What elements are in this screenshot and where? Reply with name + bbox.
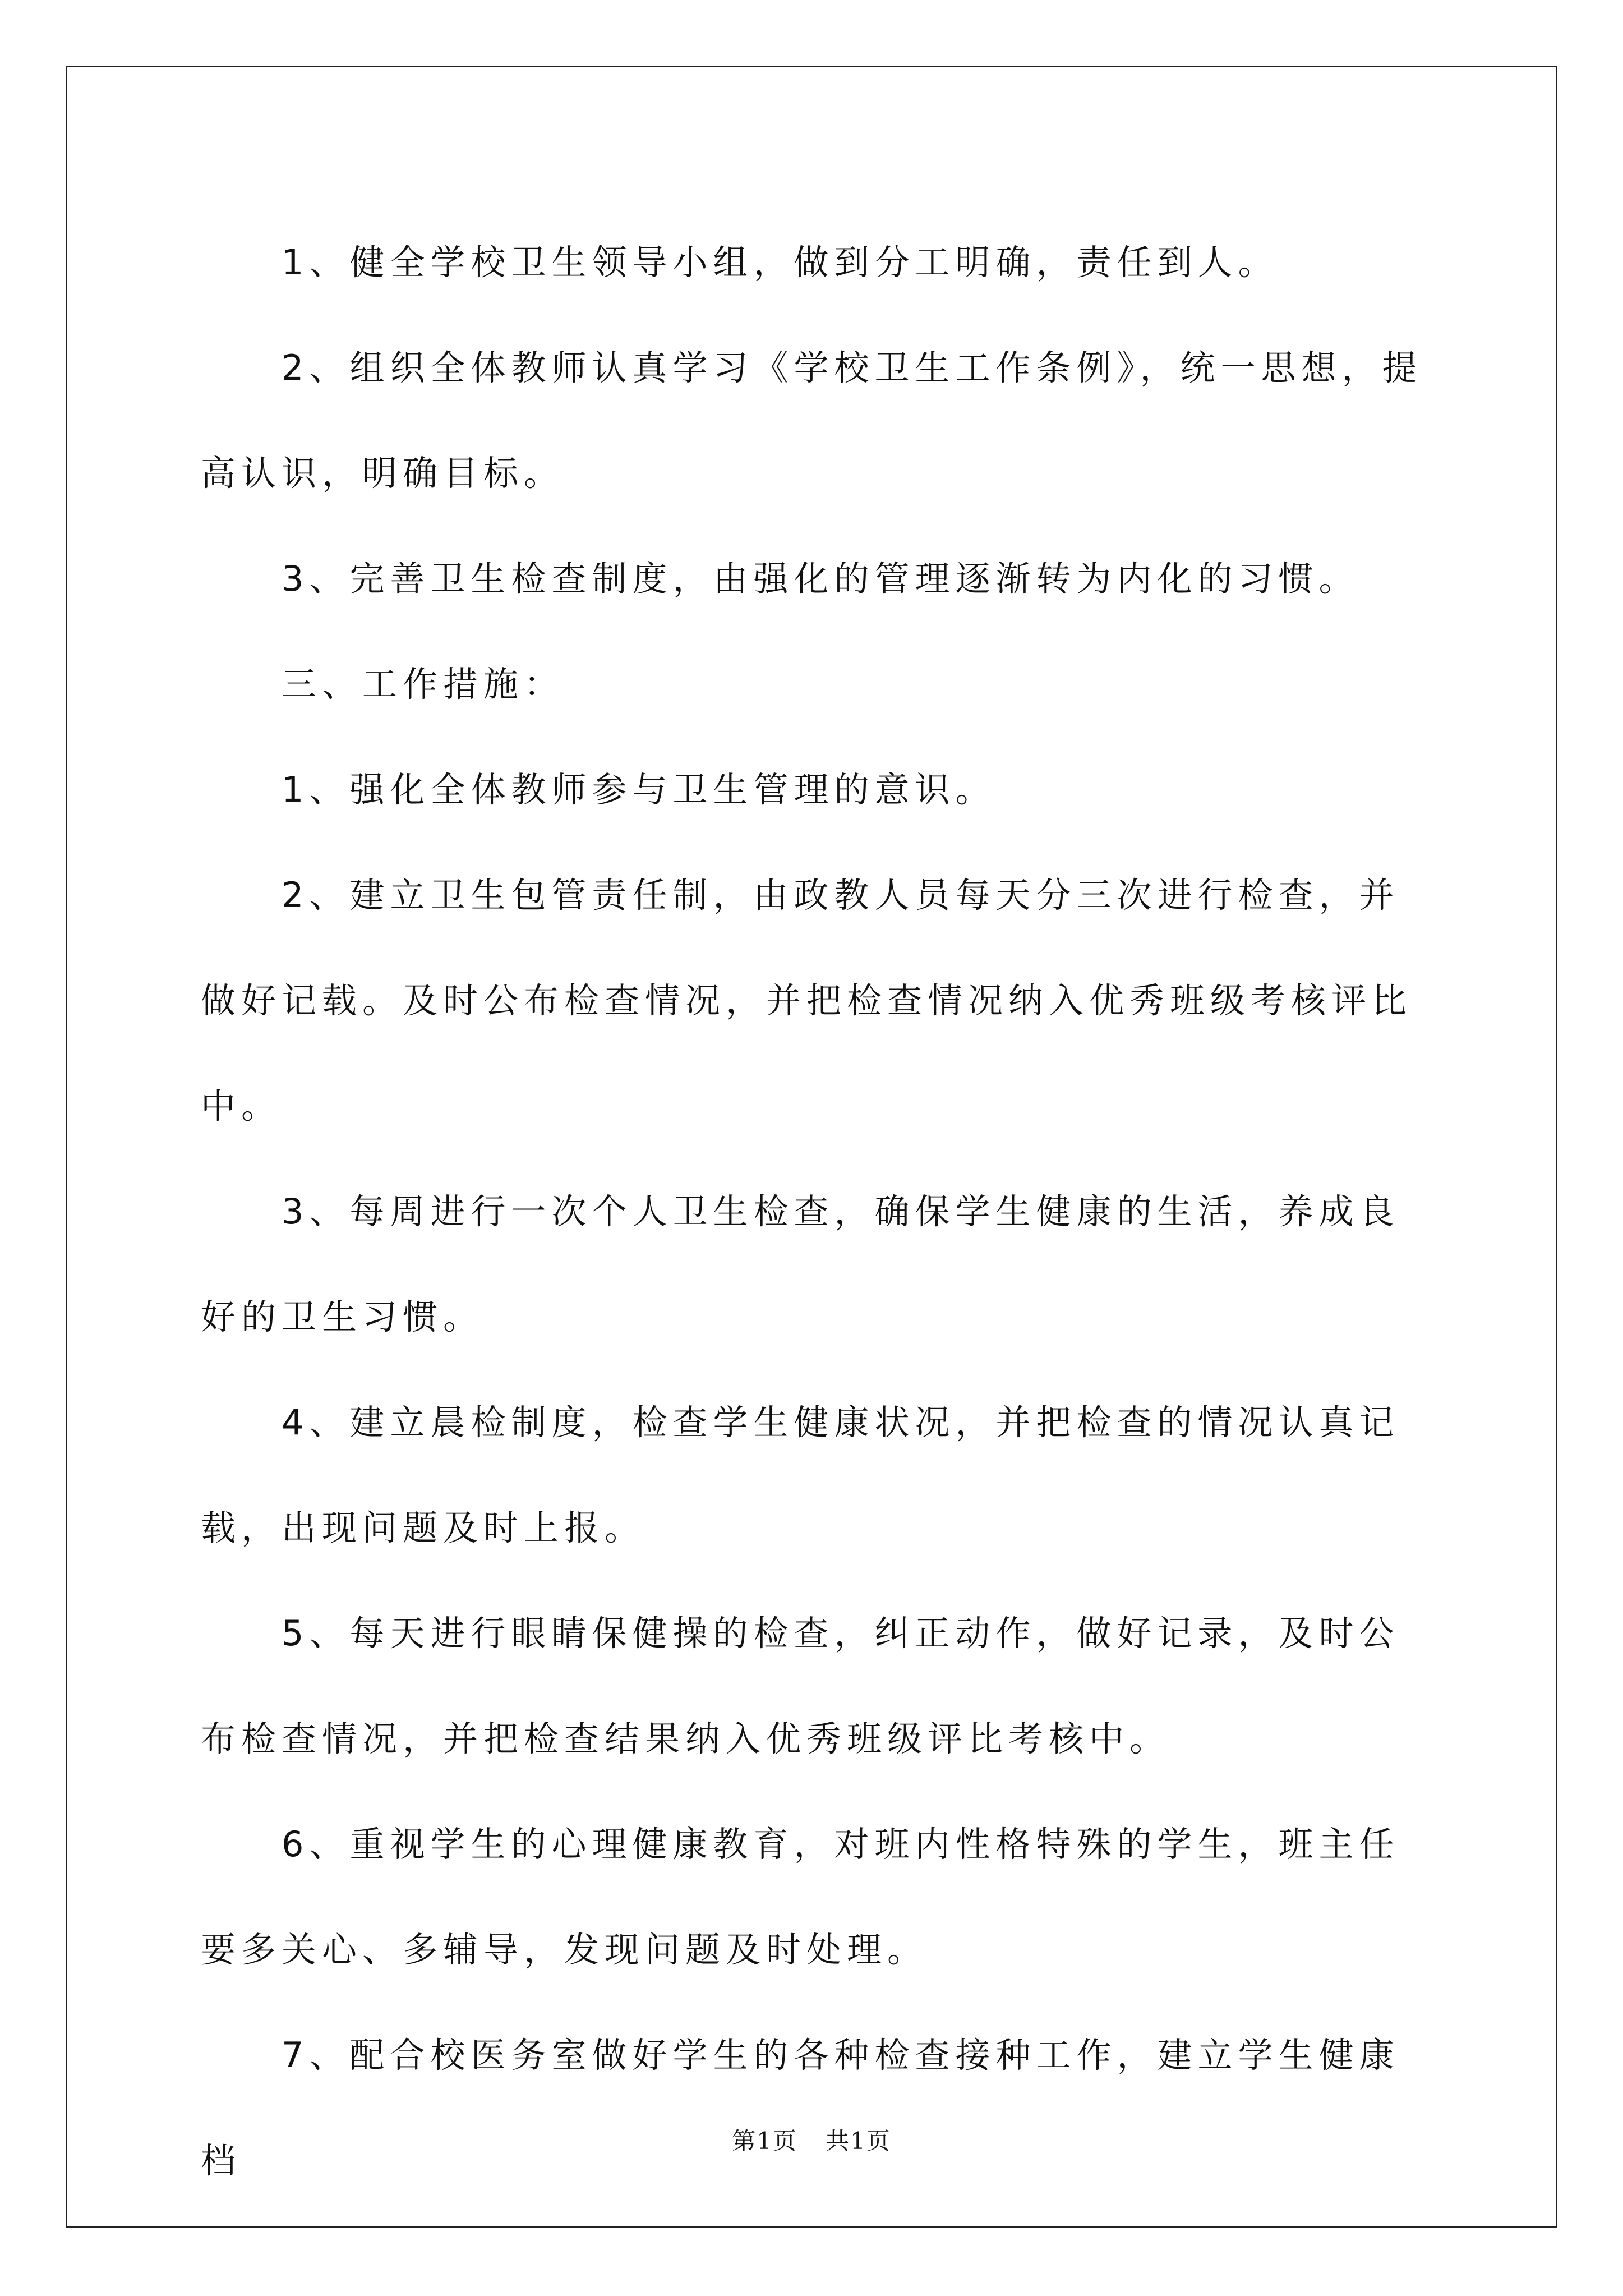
paragraph-9: 5、每天进行眼睛保健操的检查，纠正动作，做好记录，及时公布检查情况，并把检查结果纳入优秀班级评比考核中。 [201,1613,1400,1759]
paragraph-7: 3、每周进行一次个人卫生检查，确保学生健康的生活，养成良好的卫生习惯。 [201,1191,1400,1337]
page-number: 第1页 [732,2127,797,2155]
section-heading: 三、工作措施： [282,664,565,705]
document-body [201,210,1435,2214]
paragraph-6: 2、建立卫生包管责任制，由政教人员每天分三次进行检查，并做好记载。及时公布检查情况，并把检查情况纳入优秀班级考核评比中。 [201,875,1413,1126]
paragraph-3: 3、完善卫生检查制度，由强化的管理逐渐转为内化的习惯。 [282,558,1359,599]
paragraph-5: 1、强化全体教师参与卫生管理的意识。 [282,769,996,810]
page-total: 共1页 [826,2127,891,2155]
paragraph-10: 6、重视学生的心理健康教育，对班内性格特殊的学生，班主任要多关心、多辅导，发现问题及时处理。 [201,1824,1400,1970]
page-footer [0,2123,1623,2156]
paragraph-11: 7、配合校医务室做好学生的各种检查接种工作，建立学生健康档 [201,2035,1400,2181]
paragraph-8: 4、建立晨检制度，检查学生健康状况，并把检查的情况认真记载，出现问题及时上报。 [201,1402,1400,1548]
paragraph-1: 1、健全学校卫生领导小组，做到分工明确，责任到人。 [282,242,1279,283]
paragraph-2: 2、组织全体教师认真学习《学校卫生工作条例》，统一思想，提高认识，明确目标。 [201,347,1423,494]
